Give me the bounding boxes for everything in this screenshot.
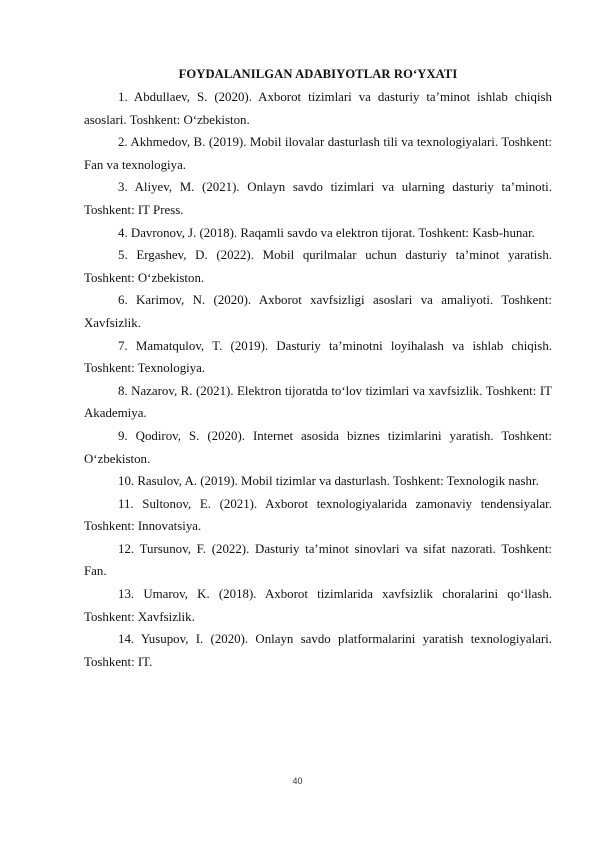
reference-item: 3. Aliyev, M. (2021). Onlayn savdo tizimlari va ularning dasturiy taʼminoti. Toshkent: IT Press. <box>84 180 552 217</box>
reference-item: 11. Sultonov, E. (2021). Axborot texnologiyalarida zamonaviy tendensiyalar. Toshkent: Innovatsiya. <box>84 496 552 534</box>
reference-item: 14. Yusupov, I. (2020). Onlayn savdo platformalarini yaratish texnologiyalari. Toshkent: IT. <box>84 632 552 669</box>
reference-item: 1. Abdullaev, S. (2020). Axborot tizimlari va dasturiy taʼminot ishlab chiqish asoslari. Toshkent: Oʻzbekiston. <box>84 90 552 127</box>
page-title: FOYDALANILGAN ADABIYOTLAR RO‘YXATI <box>178 67 458 81</box>
reference-item: 8. Nazarov, R. (2021). Elektron tijoratda toʻlov tizimlari va xavfsizlik. Toshkent: IT Akademiya. <box>84 383 552 421</box>
reference-item: 13. Umarov, K. (2018). Axborot tizimlarida xavfsizlik choralarini qoʻllash. Toshkent: Xavfsizlik. <box>84 587 552 624</box>
page-number: 40 <box>292 776 303 786</box>
reference-list <box>84 86 552 673</box>
reference-item: 10. Rasulov, A. (2019). Mobil tizimlar va dasturlash. Toshkent: Texnologik nashr. <box>118 474 539 489</box>
reference-item: 5. Ergashev, D. (2022). Mobil qurilmalar uchun dasturiy taʼminot yaratish. Toshkent: Oʻzbekiston. <box>84 248 552 285</box>
reference-item: 4. Davronov, J. (2018). Raqamli savdo va elektron tijorat. Toshkent: Kasb-hunar. <box>118 225 535 240</box>
reference-item: 6. Karimov, N. (2020). Axborot xavfsizligi asoslari va amaliyoti. Toshkent: Xavfsizlik. <box>84 293 552 330</box>
reference-item: 12. Tursunov, F. (2022). Dasturiy taʼminot sinovlari va sifat nazorati. Toshkent: Fan. <box>84 541 552 579</box>
reference-item: 9. Qodirov, S. (2020). Internet asosida biznes tizimlarini yaratish. Toshkent: Oʻzbekiston. <box>84 428 552 466</box>
reference-item: 2. Akhmedov, B. (2019). Mobil ilovalar dasturlash tili va texnologiyalari. Toshkent: Fan va texnologiya. <box>84 135 552 172</box>
reference-item: 7. Mamatqulov, T. (2019). Dasturiy taʼminotni loyihalash va ishlab chiqish. Toshkent: Texnologiya. <box>84 338 552 376</box>
